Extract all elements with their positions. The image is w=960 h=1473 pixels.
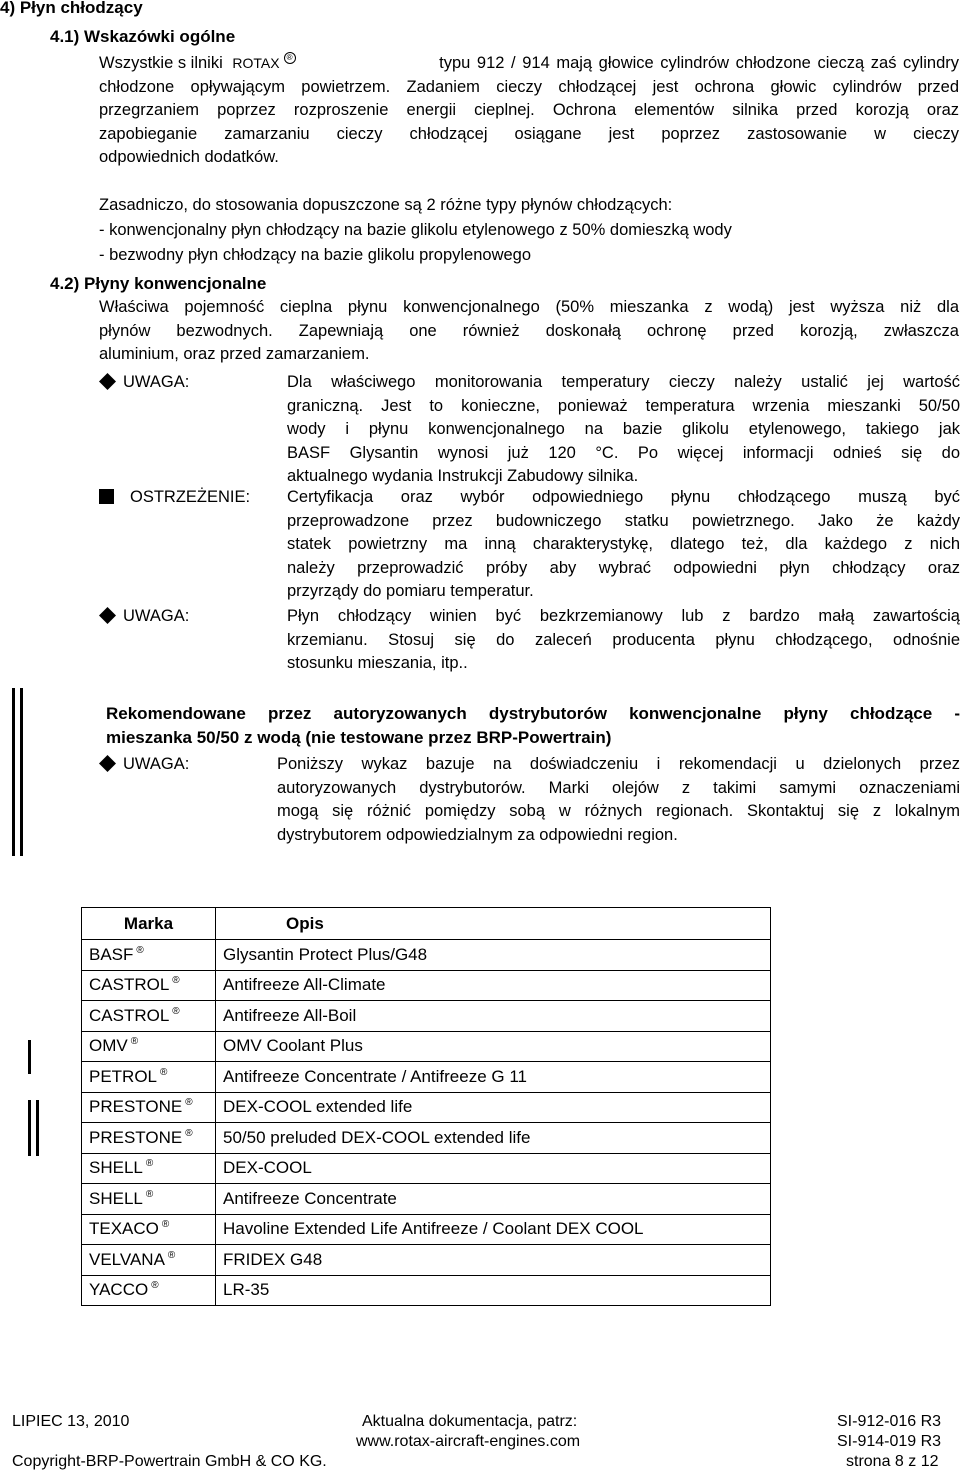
note-line: stosunku mieszania, itp.. (287, 654, 468, 672)
brand-cell (82, 970, 216, 1001)
brand-name: CASTROL (89, 975, 170, 995)
brand-name: TEXACO (89, 1219, 159, 1239)
brand-name: CASTROL (89, 1005, 170, 1025)
brand-cell (82, 1123, 216, 1154)
description-cell: Antifreeze Concentrate (216, 1184, 771, 1215)
description-cell: LR-35 (216, 1275, 771, 1306)
note-label: UWAGA: (123, 755, 190, 773)
table-row (82, 1184, 771, 1215)
brand-cell (82, 1245, 216, 1276)
brand-name: VELVANA (89, 1249, 165, 1269)
conventional-line: aluminium, oraz przed zamarzaniem. (99, 345, 370, 363)
registered-mark-icon: ® (160, 1066, 168, 1078)
brand-name: PRESTONE (89, 1097, 183, 1117)
change-bar (12, 688, 15, 856)
brand-name: PRESTONE (89, 1127, 183, 1147)
intro-line: przegrzaniem poprzez rozproszenie energii cieplnej. Ochrona elementów silnika przed korozją oraz (99, 101, 959, 119)
table-row (82, 1245, 771, 1276)
note-line: autoryzowanych dystrybutorów. Marki olejów z takimi samymi oznaczeniami (277, 778, 960, 797)
brand-cell (82, 1214, 216, 1245)
change-bar (28, 1040, 31, 1074)
brand-cell (82, 1001, 216, 1032)
note-line: Poniższy wykaz bazuje na doświadczeniu i rekomendacji u dzielonych przez (277, 755, 960, 773)
table-row (82, 1001, 771, 1032)
list-item: - bezwodny płyn chłodzący na bazie glikolu propylenowego (99, 246, 532, 264)
paragraph-intro (99, 52, 959, 170)
description-cell: Antifreeze All-Climate (216, 970, 771, 1001)
description-cell: DEX-COOL (216, 1153, 771, 1184)
description-cell: 50/50 preluded DEX-COOL extended life (216, 1123, 771, 1154)
coolant-table (81, 907, 771, 1306)
registered-mark-icon: ® (136, 944, 144, 956)
brand-cell (82, 1275, 216, 1306)
brand-name: OMV (89, 1036, 128, 1056)
recommend-title-line: mieszanka 50/50 z wodą (nie testowane przez BRP-Powertrain) (106, 727, 612, 747)
description-cell: Antifreeze Concentrate / Antifreeze G 11 (216, 1062, 771, 1093)
brand-cell (82, 1153, 216, 1184)
description-cell: Havoline Extended Life Antifreeze / Coolant DEX COOL (216, 1214, 771, 1245)
brand-name: SHELL (89, 1188, 143, 1208)
recommend-title (106, 702, 960, 749)
intro-text-end: typu 912 / 914 mają głowice cylindrów chłodzone cieczą zaś cylindry (439, 54, 959, 72)
note-line: krzemianu. Stosuj się do zaleceń producenta płynu chłodzącego, odnośnie (287, 630, 960, 649)
table-row (82, 1123, 771, 1154)
registered-mark-icon: ® (130, 1036, 139, 1048)
note-line: BASF Glysantin wynosi już 120 °C. Po więcej informacji odnieś się do (287, 443, 960, 462)
footer-si-914: SI-914-019 R3 (837, 1433, 942, 1450)
rotax-brand: ROTAX (232, 55, 280, 71)
conventional-line: Właściwa pojemność cieplna płynu konwencjonalnego (50% mieszanka z wodą) jest wyższa niż dla (99, 298, 959, 316)
subsection-heading-4-2: 4.2) Płyny konwencjonalne (50, 274, 267, 293)
diamond-bullet-icon (99, 755, 116, 772)
warning-line: Certyfikacja oraz wybór odpowiedniego płynu chłodzącego muszą być (287, 488, 960, 506)
brand-cell (82, 940, 216, 971)
registered-mark-icon: ® (161, 1219, 170, 1231)
note-label: UWAGA: (123, 607, 190, 625)
footer-page: strona 8 z 12 (846, 1453, 939, 1470)
brand-name: SHELL (89, 1158, 143, 1178)
footer-website: www.rotax-aircraft-engines.com (356, 1433, 581, 1450)
footer-doc-label: Aktualna dokumentacja, patrz: (362, 1413, 578, 1430)
note-line: dystrybutorem odpowiedzialnym za odpowiedni region. (277, 825, 678, 844)
diamond-bullet-icon (99, 373, 116, 390)
description-cell: FRIDEX G48 (216, 1245, 771, 1276)
description-cell: DEX-COOL extended life (216, 1092, 771, 1123)
registered-mark-icon: ® (167, 1249, 176, 1261)
paragraph-types: Zasadniczo, do stosowania dopuszczone są 2 różne typy płynów chłodzących: (99, 196, 673, 214)
registered-mark-icon: ® (151, 1280, 159, 1292)
table-row (82, 1275, 771, 1306)
list-item: - konwencjonalny płyn chłodzący na bazie glikolu etylenowego z 50% domieszką wody (99, 221, 732, 239)
brand-name: BASF (89, 944, 134, 964)
footer-copyright: Copyright-BRP-Powertrain GmbH & CO KG. (12, 1453, 327, 1470)
table-row (82, 1214, 771, 1245)
warning-line: przyrządy do pomiaru temperatur. (287, 582, 534, 600)
warning-line: należy przeprowadzić próby aby wybrać odpowiedni płyn chłodzący oraz (287, 558, 960, 577)
registered-mark-icon: ® (172, 1005, 180, 1017)
paragraph-conventional (99, 296, 959, 367)
intro-text-start: Wszystkie s ilniki (99, 54, 223, 72)
table-row (82, 970, 771, 1001)
intro-line: odpowiednich dodatków. (99, 148, 279, 166)
warning-line: przeprowadzone przez budowniczego statku powietrznego. Jako że każdy (287, 511, 960, 530)
note-line: Dla właściwego monitorowania temperatury cieczy należy ustalić jej wartość (287, 373, 960, 391)
header-brand: Marka (82, 908, 216, 940)
square-bullet-icon (99, 489, 114, 504)
note-line: aktualnego wydania Instrukcji Zabudowy silnika. (287, 467, 639, 485)
recommend-title-line: Rekomendowane przez autoryzowanych dystrybutorów konwencjonalne płyny chłodzące - (106, 704, 960, 723)
registered-mark-icon: ® (185, 1127, 193, 1139)
registered-mark-icon: ® (172, 975, 180, 987)
registered-mark-icon: ® (145, 1158, 154, 1170)
table-row (82, 1062, 771, 1093)
warning-label: OSTRZEŻENIE: (130, 488, 251, 506)
note-line: Płyn chłodzący winien być bezkrzemianowy lub z bardzo małą zawartością (287, 607, 960, 625)
brand-cell (82, 1184, 216, 1215)
note-line: mogą się różnić pomiędzy sobą w różnych regionach. Skontaktuj się z lokalnym (277, 802, 960, 820)
description-cell: Antifreeze All-Boil (216, 1001, 771, 1032)
diamond-bullet-icon (99, 607, 116, 624)
footer-date: LIPIEC 13, 2010 (12, 1413, 130, 1430)
note-line: graniczną. Jest to konieczne, ponieważ temperatura wrzenia mieszanki 50/50 (287, 396, 960, 415)
warning-line: statek powietrzny ma inną charakterystykę, dlatego też, dla każdego z nich (287, 535, 960, 553)
table-row (82, 1092, 771, 1123)
header-desc (216, 908, 771, 940)
table-row (82, 1031, 771, 1062)
brand-name: YACCO (89, 1280, 149, 1300)
description-cell: OMV Coolant Plus (216, 1031, 771, 1062)
brand-name: PETROL (89, 1066, 158, 1086)
registered-mark-icon: ® (185, 1097, 193, 1109)
table-row (82, 940, 771, 971)
footer-si-912: SI-912-016 R3 (837, 1413, 942, 1430)
subsection-heading-4-1: 4.1) Wskazówki ogólne (50, 27, 236, 46)
registered-mark-icon: ® (145, 1188, 154, 1200)
table-header-row (82, 908, 771, 940)
note-line: wody i płynu konwencjonalnego na bazie glikolu etylenowego, takiego jak (287, 420, 960, 438)
description-cell: Glysantin Protect Plus/G48 (216, 940, 771, 971)
section-heading: 4) Płyn chłodzący (0, 0, 143, 17)
registered-mark-icon: ® (284, 52, 296, 64)
brand-cell (82, 1062, 216, 1093)
intro-line: chłodzone opływającym powietrzem. Zadaniem cieczy chłodzącej jest ochrona głowic cylindrów przed (99, 77, 959, 96)
change-bar (28, 1100, 31, 1156)
intro-line: zapobieganie zamarzaniu cieczy chłodzącej osiągane jest poprzez zastosowanie w cieczy (99, 124, 959, 143)
change-bar (20, 688, 23, 856)
header-desc-label: Opis (286, 913, 324, 933)
brand-cell (82, 1031, 216, 1062)
brand-cell (82, 1092, 216, 1123)
note-label: UWAGA: (123, 373, 190, 391)
change-bar (36, 1100, 39, 1156)
conventional-line: płynów bezwodnych. Zapewniają one również doskonałą ochronę przed korozją, zwłaszcza (99, 321, 959, 340)
table-row (82, 1153, 771, 1184)
